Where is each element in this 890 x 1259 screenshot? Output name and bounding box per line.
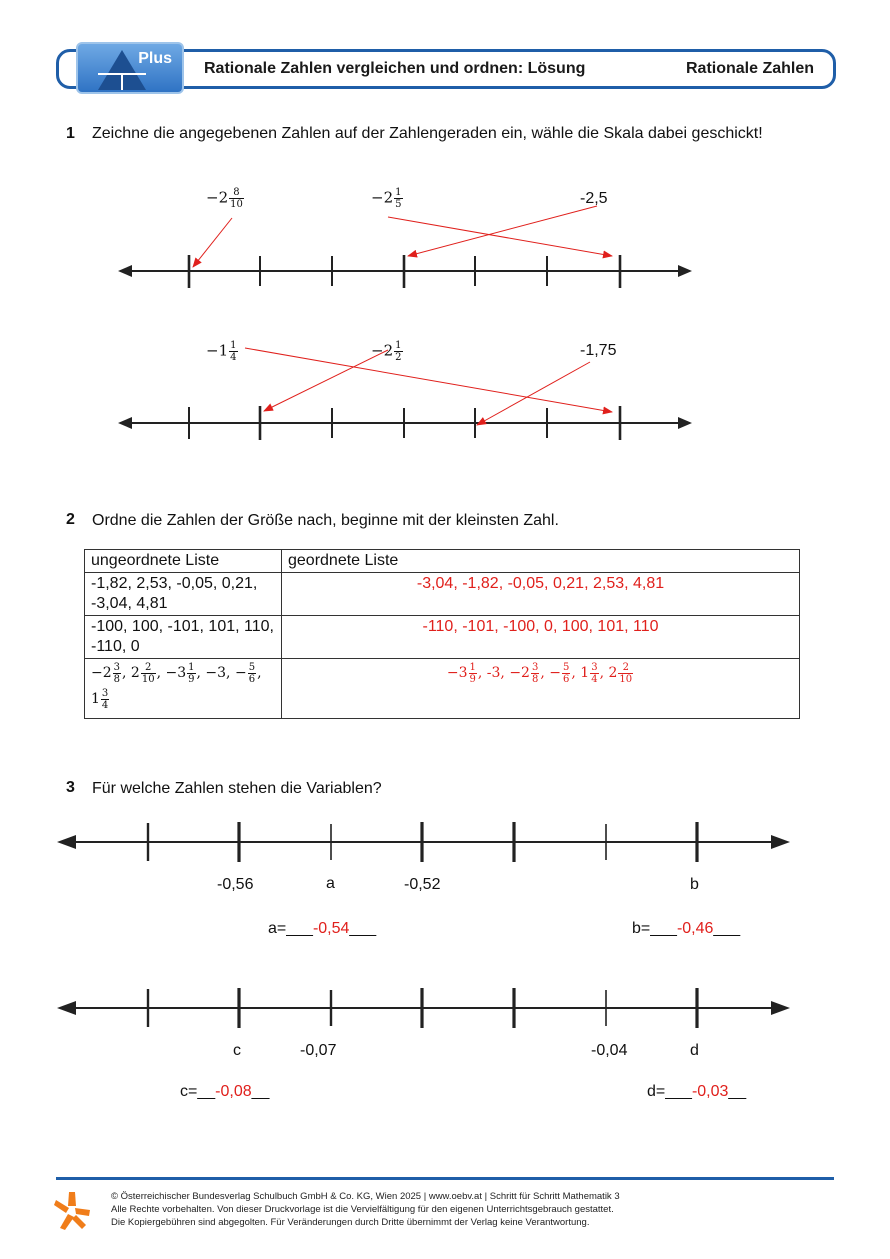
t3-l1-label-a: a (326, 875, 335, 892)
t3-l1-label-3: -0,52 (404, 876, 441, 893)
t1-l2-label-1: −1 $\frac{1}{4}$ (206, 340, 237, 363)
unordered-cell: −2 $\frac{3}{8}$ , 2 $\frac{2}{10}$ , −3 $\frac{1}{9}$ , −3, − $\frac{5}{6}$ , 1 $\frac{3}{4}$ (85, 659, 282, 719)
task3-number-line-1 (57, 822, 790, 862)
logo-text: Plus (138, 50, 172, 67)
answer-d: d=___-0,03__ (647, 1083, 747, 1100)
t3-l2-label-3: -0,04 (591, 1042, 628, 1059)
t1-l1-label-1: −2 $\frac{8}{10}$ (206, 187, 243, 210)
t3-l1-label-1: -0,56 (217, 876, 254, 893)
task2-text: Ordne die Zahlen der Größe nach, beginne mit der kleinsten Zahl. (92, 512, 559, 529)
t1-l2-label-2: −2 $\frac{1}{2}$ (371, 340, 402, 363)
unordered-cell: -1,82, 2,53, -0,05, 0,21, -3,04, 4,81 (85, 573, 282, 616)
t3-l1-label-b: b (690, 876, 699, 893)
answer-c: c=__-0,08__ (180, 1083, 270, 1100)
footer-rights: Alle Rechte vorbehalten. Von dieser Druckvorlage ist die Vervielfältigung für den eigenen Unterrichtsgebrauch gestattet. (111, 1204, 614, 1215)
t3-l2-label-2: -0,07 (300, 1042, 337, 1059)
footer-logo-icon (54, 1192, 90, 1230)
footer-fees: Die Kopiergebühren sind abgegolten. Für Veränderungen durch Dritte übernimmt der Verlag keine Verantwortung. (111, 1217, 590, 1228)
task1-number-line-2 (118, 348, 692, 440)
footer-divider (56, 1177, 834, 1180)
order-table (84, 549, 800, 719)
t1-l1-label-3: -2,5 (580, 190, 608, 207)
answer-a: a=___-0,54___ (268, 920, 377, 937)
ordered-cell: -3,04, -1,82, -0,05, 0,21, 2,53, 4,81 (282, 573, 800, 616)
table-header-row (85, 550, 800, 573)
task2-number: 2 (66, 511, 75, 528)
task1-text: Zeichne die angegebenen Zahlen auf der Zahlengeraden ein, wähle die Skala dabei geschickt! (92, 125, 763, 142)
t1-l1-label-2: −2 $\frac{1}{5}$ (371, 187, 402, 210)
header-ordered: geordnete Liste (282, 550, 800, 573)
task3-number-line-2 (57, 988, 790, 1028)
t1-l2-label-3: -1,75 (580, 342, 617, 359)
table-row (85, 616, 800, 659)
topic-title: Rationale Zahlen (686, 60, 815, 77)
page-title: Rationale Zahlen vergleichen und ordnen: Lösung (204, 60, 586, 77)
unordered-cell: -100, 100, -101, 101, 110, -110, 0 (85, 616, 282, 659)
task3-number: 3 (66, 779, 75, 796)
table-row (85, 659, 800, 719)
t3-l2-label-c: c (233, 1042, 241, 1059)
answer-b: b=___-0,46___ (632, 920, 741, 937)
ordered-cell: −3 $\frac{1}{9}$ , -3, −2 $\frac{3}{8}$ , − $\frac{5}{6}$ , 1 $\frac{3}{4}$ , 2 $\frac{2}{10}$ (282, 659, 800, 719)
footer-copyright: © Österreichischer Bundesverlag Schulbuch GmbH & Co. KG, Wien 2025 | www.oebv.at | Schritt für Schritt Mathematik 3 (111, 1191, 620, 1202)
task1-number: 1 (66, 125, 75, 142)
t3-l2-label-d: d (690, 1042, 699, 1059)
table-row (85, 573, 800, 616)
task3-text: Für welche Zahlen stehen die Variablen? (92, 780, 382, 797)
ordered-cell: -110, -101, -100, 0, 100, 101, 110 (282, 616, 800, 659)
header-unordered: ungeordnete Liste (85, 550, 282, 573)
task1-number-line-1 (118, 206, 692, 288)
